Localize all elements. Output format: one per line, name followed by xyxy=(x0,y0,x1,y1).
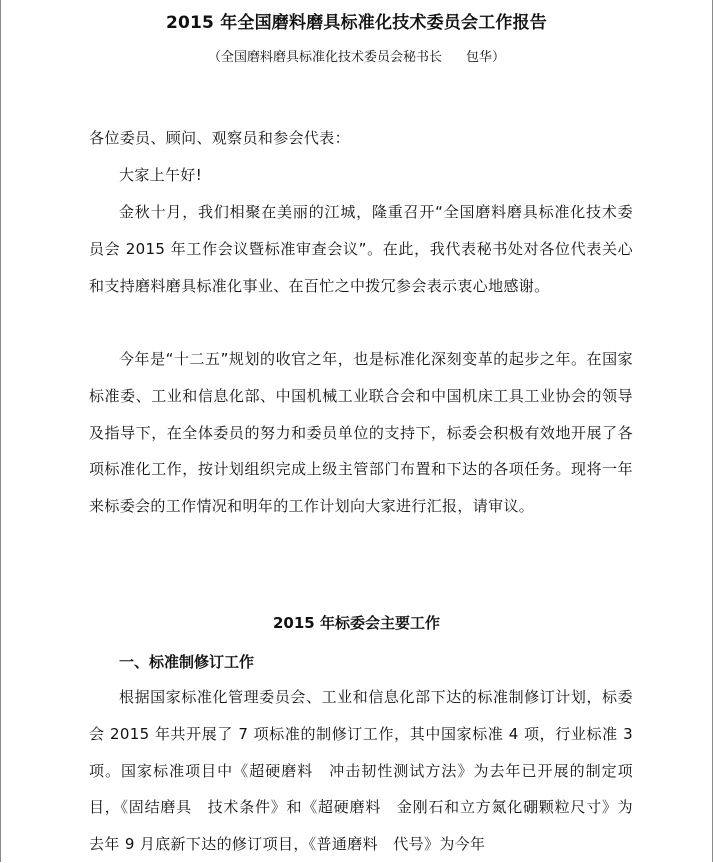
paragraph-overview: 今年是“十二五”规划的收官之年，也是标准化深刻变革的起步之年。在国家标准委、工业和信息化部、中国机械工业联合会和中国机床工具工业协会的领导及指导下，在全体委员的努力和委员单位的支持下，标委会积极有效地开展了各项标准化工作，按计划组织完成上级主管部门布置和下达的各项任务。现将一年来标委会的工作情况和明年的工作计划向大家进行汇报，请审议。 xyxy=(89,350,633,516)
salutation: 各位委员、顾问、观察员和参会代表： xyxy=(89,129,350,147)
paragraph-standards: 根据国家标准化管理委员会、工业和信息化部下达的标准制修订计划，标委会 2015 年共开展了 7 项标准的制修订工作，其中国家标准 4 项，行业标准 3 项。国家标准项目中《超硬磨料 冲击韧性测试方法》为去年已开展的制定项目，《固结磨具 技术条件》和《超硬磨料 金刚石和立方氮化硼颗粒尺寸》为去年 9 月底新下达的修订项目，《普通磨料 代号》为今年 xyxy=(89,688,633,854)
page-border-left xyxy=(0,0,1,862)
section-heading-standards: 一、标准制修订工作 xyxy=(119,653,255,671)
subtitle-role: （全国磨料磨具标准化技术委员会秘书长 xyxy=(207,50,442,65)
section-title: 2015 年标委会主要工作 xyxy=(273,614,440,632)
report-subtitle xyxy=(0,46,713,65)
subtitle-author: 包华） xyxy=(466,50,506,65)
report-title: 2015 年全国磨料磨具标准化技术委员会工作报告 xyxy=(165,13,548,33)
paragraph-welcome: 金秋十月，我们相聚在美丽的江城，隆重召开“全国磨料磨具标准化技术委员会 2015 年工作会议暨标准审查会议”。在此，我代表秘书处对各位代表关心和支持磨料磨具标准化事业、在百忙之中拨冗参会表示衷心地感谢。 xyxy=(89,203,633,295)
greeting: 大家上午好! xyxy=(119,166,203,184)
